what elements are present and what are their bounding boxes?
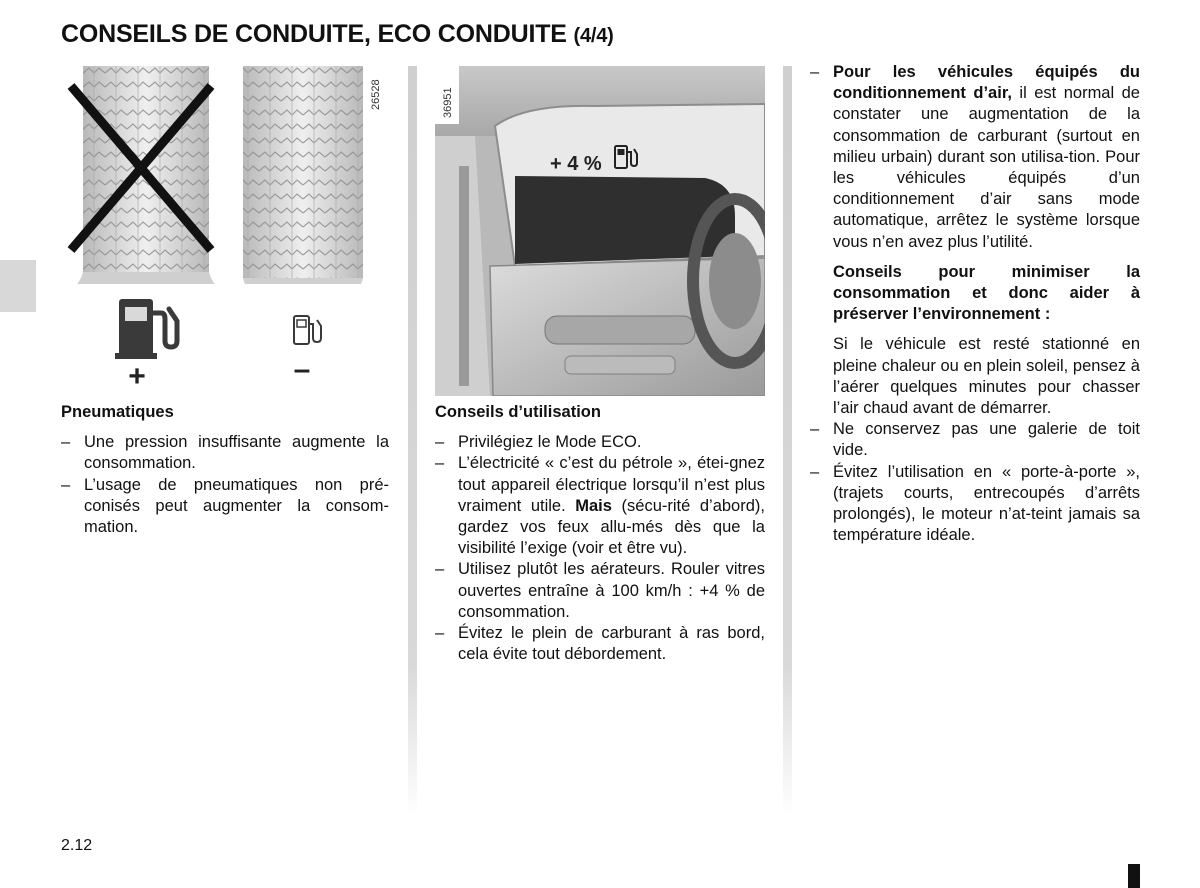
list-item: – Évitez l’utilisation en « porte-à-porte », (trajets courts, entrecoupés d’arrêts prolongés), le moteur n’at-teint jamais sa température idéale.: [810, 462, 1140, 547]
fuel-pump-large-icon: [115, 299, 177, 359]
list-item: [435, 453, 765, 559]
tire-illustration: [61, 66, 391, 386]
tire-advice-list: [61, 432, 389, 538]
list-item: [810, 62, 1140, 253]
emphasis: Mais: [575, 496, 612, 515]
column-separator: [408, 66, 417, 816]
column-separator: [783, 66, 792, 816]
list-item: – Ne conservez pas une galerie de toit vide.: [810, 419, 1140, 461]
title-text: CONSEILS DE CONDUITE, ECO CONDUITE: [61, 20, 567, 48]
usage-advice-list: [435, 432, 765, 665]
car-window-illustration: [435, 66, 765, 396]
ac-advice-list: [810, 62, 1140, 253]
eco-advice-list: [810, 419, 1140, 546]
consumption-badge: + 4 %: [550, 153, 602, 175]
list-item-text: L’électricité « c’est du pétrole », étei-gnez tout appareil électrique lorsqu’il n’est plus vraiment utile.: [458, 454, 765, 515]
page-number: 2.12: [61, 837, 93, 854]
figure-ref: 26528: [370, 79, 382, 110]
section-usage: [435, 402, 765, 665]
subheading: [810, 262, 1140, 326]
page-indicator: (4/4): [573, 25, 614, 47]
list-item-text: il est normal de constater une augmentation de la consommation de carburant (surtout en milieu urbain) durant son utilisa-tion. Pour les véhicules équipés d’un conditionnement d’air sans mode automatique, arrêtez le système lorsque vous n’en avez plus l’utilité.: [833, 84, 1140, 251]
list-item: – Une pression insuffisante augmente la consommation.: [61, 432, 389, 474]
right-tire: [243, 66, 363, 284]
paragraph: Si le véhicule est resté stationné en pleine chaleur ou en plein soleil, pensez à l’aérer quelques minutes pour chasser l’air chaud avant de démarrer.: [833, 335, 1140, 418]
list-item: – Évitez le plein de carburant à ras bord, cela évite tout débordement.: [435, 623, 765, 665]
section-heading: Pneumatiques: [61, 403, 174, 421]
subheading-text: Conseils pour minimiser la consommation et donc aider à préserver l’environnement :: [833, 262, 1140, 324]
fuel-pump-small-icon: [294, 316, 321, 344]
list-item: – L’usage de pneumatiques non pré-conisés peut augmenter la consom-mation.: [61, 475, 389, 539]
emphasis: Pour les véhicules équipés du conditionnement d’air,: [833, 63, 1140, 103]
figure-ref: 36951: [442, 87, 454, 118]
list-item-text: (sécu-rité d’abord), gardez vos feux allu-més dès que la visibilité l’exige (voir et être vu).: [458, 496, 765, 558]
minus-sign: –: [293, 353, 311, 386]
chapter-tab: [0, 260, 36, 312]
section-heading: Conseils d’utilisation: [435, 403, 601, 421]
page-title: [61, 20, 614, 49]
page-marker: [1128, 864, 1140, 888]
list-item: – Privilégiez le Mode ECO.: [435, 432, 765, 453]
plus-sign: +: [128, 360, 146, 386]
list-item: – Utilisez plutôt les aérateurs. Rouler vitres ouvertes entraîne à 100 km/h : +4 % de consommation.: [435, 559, 765, 623]
section-eco: [810, 62, 1140, 546]
section-tires: [61, 402, 389, 538]
